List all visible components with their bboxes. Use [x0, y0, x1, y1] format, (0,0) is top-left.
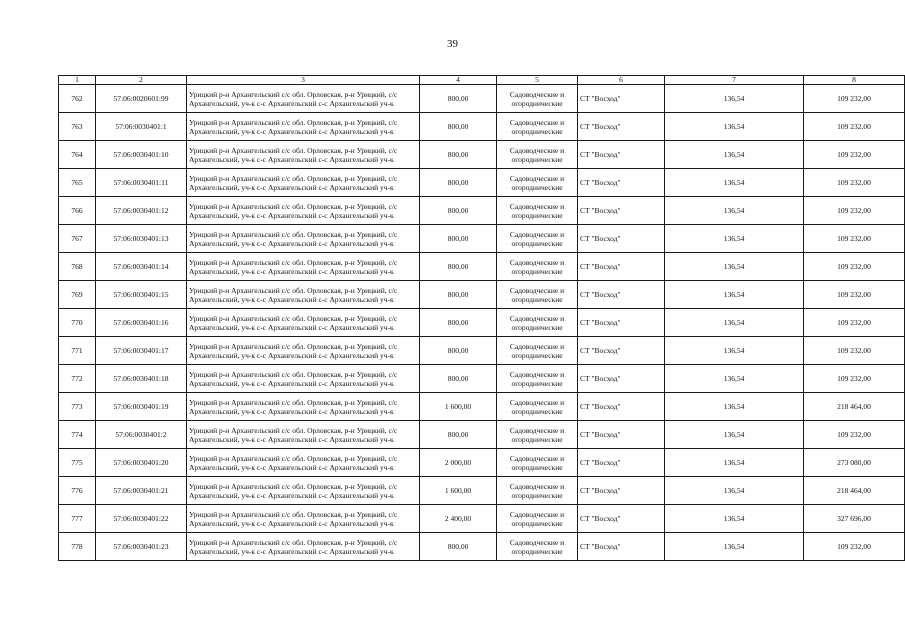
row-number: 772: [59, 365, 96, 393]
address-line-2: Архангельский, уч-к с-с Архангельский с-с Архангельский уч-к: [189, 434, 394, 444]
address-line-1: Урицкий р-н Архангельский с/с обл. Орловская, р-н Урицкий, с/с: [189, 285, 398, 295]
address-line-1: Урицкий р-н Архангельский с/с обл. Орловская, р-н Урицкий, с/с: [189, 537, 398, 547]
address-line-1: Урицкий р-н Архангельский с/с обл. Орловская, р-н Урицкий, с/с: [189, 89, 398, 99]
cadastral-value: 109 232,00: [804, 225, 905, 253]
land-use-line-1: Садоводческие и: [509, 481, 565, 491]
address-line-1: Урицкий р-н Архангельский с/с обл. Орловская, р-н Урицкий, с/с: [189, 229, 398, 239]
cadastral-value: 109 232,00: [804, 281, 905, 309]
land-use-cell: [497, 393, 578, 421]
owner-name: СТ "Восход": [578, 365, 665, 393]
specific-rate: 136,54: [665, 253, 804, 281]
land-plot-table: [58, 75, 905, 561]
cadastral-value: 109 232,00: [804, 421, 905, 449]
address-line-1: Урицкий р-н Архангельский с/с обл. Орловская, р-н Урицкий, с/с: [189, 257, 398, 267]
cadastral-number: 57:06:0030401:13: [96, 225, 187, 253]
address-line-1: Урицкий р-н Архангельский с/с обл. Орловская, р-н Урицкий, с/с: [189, 509, 398, 519]
cadastral-number: 57:06:0030401:16: [96, 309, 187, 337]
land-use-line-1: Садоводческие и: [509, 453, 565, 463]
header-col-4: 4: [420, 76, 497, 85]
header-col-7: 7: [665, 76, 804, 85]
table-row: [59, 477, 905, 505]
specific-rate: 136,54: [665, 449, 804, 477]
header-col-6: 6: [578, 76, 665, 85]
row-number: 775: [59, 449, 96, 477]
specific-rate: 136,54: [665, 141, 804, 169]
land-use-line-2: огороднические: [511, 434, 563, 444]
land-use-line-1: Садоводческие и: [509, 509, 565, 519]
address-line-2: Архангельский, уч-к с-с Архангельский с-с Архангельский уч-к: [189, 462, 394, 472]
cadastral-number: 57:06:0030401:2: [96, 421, 187, 449]
area-value: 800,00: [420, 169, 497, 197]
land-use-line-1: Садоводческие и: [509, 201, 565, 211]
row-number: 765: [59, 169, 96, 197]
address-line-2: Архангельский, уч-к с-с Архангельский с-с Архангельский уч-к: [189, 378, 394, 388]
area-value: 800,00: [420, 225, 497, 253]
row-number: 770: [59, 309, 96, 337]
specific-rate: 136,54: [665, 393, 804, 421]
cadastral-value: 109 232,00: [804, 113, 905, 141]
land-use-line-1: Садоводческие и: [509, 425, 565, 435]
owner-name: СТ "Восход": [578, 141, 665, 169]
header-col-5: 5: [497, 76, 578, 85]
owner-name: СТ "Восход": [578, 393, 665, 421]
cadastral-value: 273 080,00: [804, 449, 905, 477]
address-cell: [187, 533, 420, 561]
land-use-line-2: огороднические: [511, 490, 563, 500]
cadastral-value: 109 232,00: [804, 253, 905, 281]
land-use-cell: [497, 85, 578, 113]
row-number: 769: [59, 281, 96, 309]
address-line-2: Архангельский, уч-к с-с Архангельский с-с Архангельский уч-к: [189, 322, 394, 332]
owner-name: СТ "Восход": [578, 477, 665, 505]
address-line-2: Архангельский, уч-к с-с Архангельский с-с Архангельский уч-к: [189, 490, 394, 500]
area-value: 800,00: [420, 141, 497, 169]
row-number: 771: [59, 337, 96, 365]
address-line-2: Архангельский, уч-к с-с Архангельский с-с Архангельский уч-к: [189, 350, 394, 360]
owner-name: СТ "Восход": [578, 225, 665, 253]
land-use-cell: [497, 281, 578, 309]
area-value: 800,00: [420, 309, 497, 337]
header-row: [59, 76, 905, 85]
owner-name: СТ "Восход": [578, 113, 665, 141]
address-line-1: Урицкий р-н Архангельский с/с обл. Орловская, р-н Урицкий, с/с: [189, 313, 398, 323]
specific-rate: 136,54: [665, 169, 804, 197]
address-cell: [187, 169, 420, 197]
cadastral-value: 327 696,00: [804, 505, 905, 533]
area-value: 1 600,00: [420, 477, 497, 505]
area-value: 800,00: [420, 85, 497, 113]
table-header: [59, 76, 905, 85]
row-number: 778: [59, 533, 96, 561]
cadastral-number: 57:06:0030401:20: [96, 449, 187, 477]
specific-rate: 136,54: [665, 225, 804, 253]
address-line-1: Урицкий р-н Архангельский с/с обл. Орловская, р-н Урицкий, с/с: [189, 341, 398, 351]
address-line-2: Архангельский, уч-к с-с Архангельский с-с Архангельский уч-к: [189, 210, 394, 220]
area-value: 800,00: [420, 365, 497, 393]
cadastral-number: 57:06:0020601:99: [96, 85, 187, 113]
owner-name: СТ "Восход": [578, 253, 665, 281]
land-use-line-2: огороднические: [511, 378, 563, 388]
address-line-1: Урицкий р-н Архангельский с/с обл. Орловская, р-н Урицкий, с/с: [189, 481, 398, 491]
land-use-line-2: огороднические: [511, 98, 563, 108]
land-use-line-2: огороднические: [511, 462, 563, 472]
address-cell: [187, 309, 420, 337]
owner-name: СТ "Восход": [578, 533, 665, 561]
land-use-line-1: Садоводческие и: [509, 341, 565, 351]
row-number: 763: [59, 113, 96, 141]
table-row: [59, 169, 905, 197]
owner-name: СТ "Восход": [578, 505, 665, 533]
header-col-1: 1: [59, 76, 96, 85]
land-use-cell: [497, 253, 578, 281]
land-use-line-2: огороднические: [511, 238, 563, 248]
table-row: [59, 337, 905, 365]
area-value: 800,00: [420, 421, 497, 449]
land-use-cell: [497, 421, 578, 449]
land-use-line-2: огороднические: [511, 126, 563, 136]
land-use-line-1: Садоводческие и: [509, 229, 565, 239]
land-use-cell: [497, 169, 578, 197]
row-number: 764: [59, 141, 96, 169]
land-use-cell: [497, 337, 578, 365]
owner-name: СТ "Восход": [578, 449, 665, 477]
cadastral-number: 57:06:0030401:12: [96, 197, 187, 225]
cadastral-value: 218 464,00: [804, 477, 905, 505]
area-value: 800,00: [420, 281, 497, 309]
address-line-1: Урицкий р-н Архангельский с/с обл. Орловская, р-н Урицкий, с/с: [189, 145, 398, 155]
land-use-line-1: Садоводческие и: [509, 173, 565, 183]
specific-rate: 136,54: [665, 337, 804, 365]
area-value: 1 600,00: [420, 393, 497, 421]
cadastral-value: 109 232,00: [804, 85, 905, 113]
owner-name: СТ "Восход": [578, 281, 665, 309]
land-use-line-2: огороднические: [511, 266, 563, 276]
address-cell: [187, 113, 420, 141]
address-cell: [187, 337, 420, 365]
land-use-cell: [497, 449, 578, 477]
land-use-cell: [497, 477, 578, 505]
table-row: [59, 85, 905, 113]
address-line-1: Урицкий р-н Архангельский с/с обл. Орловская, р-н Урицкий, с/с: [189, 397, 398, 407]
cadastral-value: 109 232,00: [804, 337, 905, 365]
land-use-line-2: огороднические: [511, 210, 563, 220]
specific-rate: 136,54: [665, 309, 804, 337]
table-row: [59, 197, 905, 225]
address-line-2: Архангельский, уч-к с-с Архангельский с-с Архангельский уч-к: [189, 238, 394, 248]
cadastral-number: 57:06:0030401:10: [96, 141, 187, 169]
address-line-2: Архангельский, уч-к с-с Архангельский с-с Архангельский уч-к: [189, 98, 394, 108]
row-number: 767: [59, 225, 96, 253]
cadastral-value: 109 232,00: [804, 309, 905, 337]
table-row: [59, 141, 905, 169]
specific-rate: 136,54: [665, 365, 804, 393]
land-use-cell: [497, 225, 578, 253]
cadastral-value: 109 232,00: [804, 365, 905, 393]
address-cell: [187, 141, 420, 169]
land-use-line-1: Садоводческие и: [509, 257, 565, 267]
cadastral-number: 57:06:0030401:11: [96, 169, 187, 197]
table-row: [59, 281, 905, 309]
cadastral-value: 109 232,00: [804, 169, 905, 197]
land-use-line-2: огороднические: [511, 518, 563, 528]
specific-rate: 136,54: [665, 421, 804, 449]
address-line-1: Урицкий р-н Архангельский с/с обл. Орловская, р-н Урицкий, с/с: [189, 117, 398, 127]
land-use-line-1: Садоводческие и: [509, 369, 565, 379]
address-line-2: Архангельский, уч-к с-с Архангельский с-с Архангельский уч-к: [189, 182, 394, 192]
table-body: [59, 85, 905, 561]
table-row: [59, 365, 905, 393]
owner-name: СТ "Восход": [578, 169, 665, 197]
address-line-2: Архангельский, уч-к с-с Архангельский с-с Архангельский уч-к: [189, 154, 394, 164]
header-col-8: 8: [804, 76, 905, 85]
address-cell: [187, 85, 420, 113]
area-value: 800,00: [420, 113, 497, 141]
address-line-2: Архангельский, уч-к с-с Архангельский с-с Архангельский уч-к: [189, 126, 394, 136]
land-use-line-2: огороднические: [511, 182, 563, 192]
land-use-line-1: Садоводческие и: [509, 397, 565, 407]
land-use-line-2: огороднические: [511, 406, 563, 416]
cadastral-number: 57:06:0030401:18: [96, 365, 187, 393]
address-line-1: Урицкий р-н Архангельский с/с обл. Орловская, р-н Урицкий, с/с: [189, 173, 398, 183]
address-line-1: Урицкий р-н Архангельский с/с обл. Орловская, р-н Урицкий, с/с: [189, 425, 398, 435]
land-use-line-1: Садоводческие и: [509, 117, 565, 127]
cadastral-number: 57:06:0030401:14: [96, 253, 187, 281]
table-row: [59, 421, 905, 449]
area-value: 800,00: [420, 533, 497, 561]
area-value: 800,00: [420, 337, 497, 365]
address-line-2: Архангельский, уч-к с-с Архангельский с-с Архангельский уч-к: [189, 266, 394, 276]
specific-rate: 136,54: [665, 533, 804, 561]
row-number: 766: [59, 197, 96, 225]
cadastral-number: 57:06:0030401:19: [96, 393, 187, 421]
row-number: 773: [59, 393, 96, 421]
area-value: 2 000,00: [420, 449, 497, 477]
land-use-line-2: огороднические: [511, 294, 563, 304]
row-number: 777: [59, 505, 96, 533]
header-col-3: 3: [187, 76, 420, 85]
row-number: 776: [59, 477, 96, 505]
address-cell: [187, 477, 420, 505]
cadastral-number: 57:06:0030401:15: [96, 281, 187, 309]
address-cell: [187, 421, 420, 449]
table-row: [59, 225, 905, 253]
table-row: [59, 533, 905, 561]
table-row: [59, 393, 905, 421]
page-number: 39: [447, 38, 458, 50]
row-number: 774: [59, 421, 96, 449]
land-use-cell: [497, 309, 578, 337]
specific-rate: 136,54: [665, 281, 804, 309]
address-line-1: Урицкий р-н Архангельский с/с обл. Орловская, р-н Урицкий, с/с: [189, 201, 398, 211]
address-line-2: Архангельский, уч-к с-с Архангельский с-с Архангельский уч-к: [189, 518, 394, 528]
specific-rate: 136,54: [665, 197, 804, 225]
table-row: [59, 113, 905, 141]
address-line-1: Урицкий р-н Архангельский с/с обл. Орловская, р-н Урицкий, с/с: [189, 453, 398, 463]
land-use-cell: [497, 365, 578, 393]
land-use-cell: [497, 505, 578, 533]
land-use-line-2: огороднические: [511, 154, 563, 164]
owner-name: СТ "Восход": [578, 421, 665, 449]
land-use-line-2: огороднические: [511, 350, 563, 360]
cadastral-number: 57:06:0030401:17: [96, 337, 187, 365]
table-row: [59, 309, 905, 337]
table-row: [59, 505, 905, 533]
cadastral-value: 109 232,00: [804, 141, 905, 169]
cadastral-number: 57:06:0030401:22: [96, 505, 187, 533]
cadastral-value: 109 232,00: [804, 197, 905, 225]
land-use-line-2: огороднические: [511, 322, 563, 332]
land-use-cell: [497, 197, 578, 225]
address-line-1: Урицкий р-н Архангельский с/с обл. Орловская, р-н Урицкий, с/с: [189, 369, 398, 379]
cadastral-value: 109 232,00: [804, 533, 905, 561]
land-use-cell: [497, 533, 578, 561]
land-use-line-1: Садоводческие и: [509, 145, 565, 155]
owner-name: СТ "Восход": [578, 337, 665, 365]
land-use-line-1: Садоводческие и: [509, 89, 565, 99]
land-use-cell: [497, 113, 578, 141]
table-row: [59, 449, 905, 477]
address-cell: [187, 253, 420, 281]
owner-name: СТ "Восход": [578, 85, 665, 113]
row-number: 762: [59, 85, 96, 113]
cadastral-number: 57:06:0030401:1: [96, 113, 187, 141]
address-cell: [187, 225, 420, 253]
area-value: 2 400,00: [420, 505, 497, 533]
cadastral-value: 218 464,00: [804, 393, 905, 421]
address-cell: [187, 505, 420, 533]
address-cell: [187, 449, 420, 477]
row-number: 768: [59, 253, 96, 281]
land-use-line-1: Садоводческие и: [509, 313, 565, 323]
land-use-line-1: Садоводческие и: [509, 285, 565, 295]
specific-rate: 136,54: [665, 505, 804, 533]
cadastral-number: 57:06:0030401:23: [96, 533, 187, 561]
area-value: 800,00: [420, 197, 497, 225]
header-col-2: 2: [96, 76, 187, 85]
address-cell: [187, 281, 420, 309]
address-cell: [187, 393, 420, 421]
specific-rate: 136,54: [665, 477, 804, 505]
specific-rate: 136,54: [665, 85, 804, 113]
land-use-line-1: Садоводческие и: [509, 537, 565, 547]
address-line-2: Архангельский, уч-к с-с Архангельский с-с Архангельский уч-к: [189, 294, 394, 304]
table-row: [59, 253, 905, 281]
owner-name: СТ "Восход": [578, 197, 665, 225]
address-line-2: Архангельский, уч-к с-с Архангельский с-с Архангельский уч-к: [189, 406, 394, 416]
address-line-2: Архангельский, уч-к с-с Архангельский с-с Архангельский уч-к: [189, 546, 394, 556]
area-value: 800,00: [420, 253, 497, 281]
cadastral-number: 57:06:0030401:21: [96, 477, 187, 505]
land-use-line-2: огороднические: [511, 546, 563, 556]
owner-name: СТ "Восход": [578, 309, 665, 337]
address-cell: [187, 197, 420, 225]
land-use-cell: [497, 141, 578, 169]
specific-rate: 136,54: [665, 113, 804, 141]
address-cell: [187, 365, 420, 393]
